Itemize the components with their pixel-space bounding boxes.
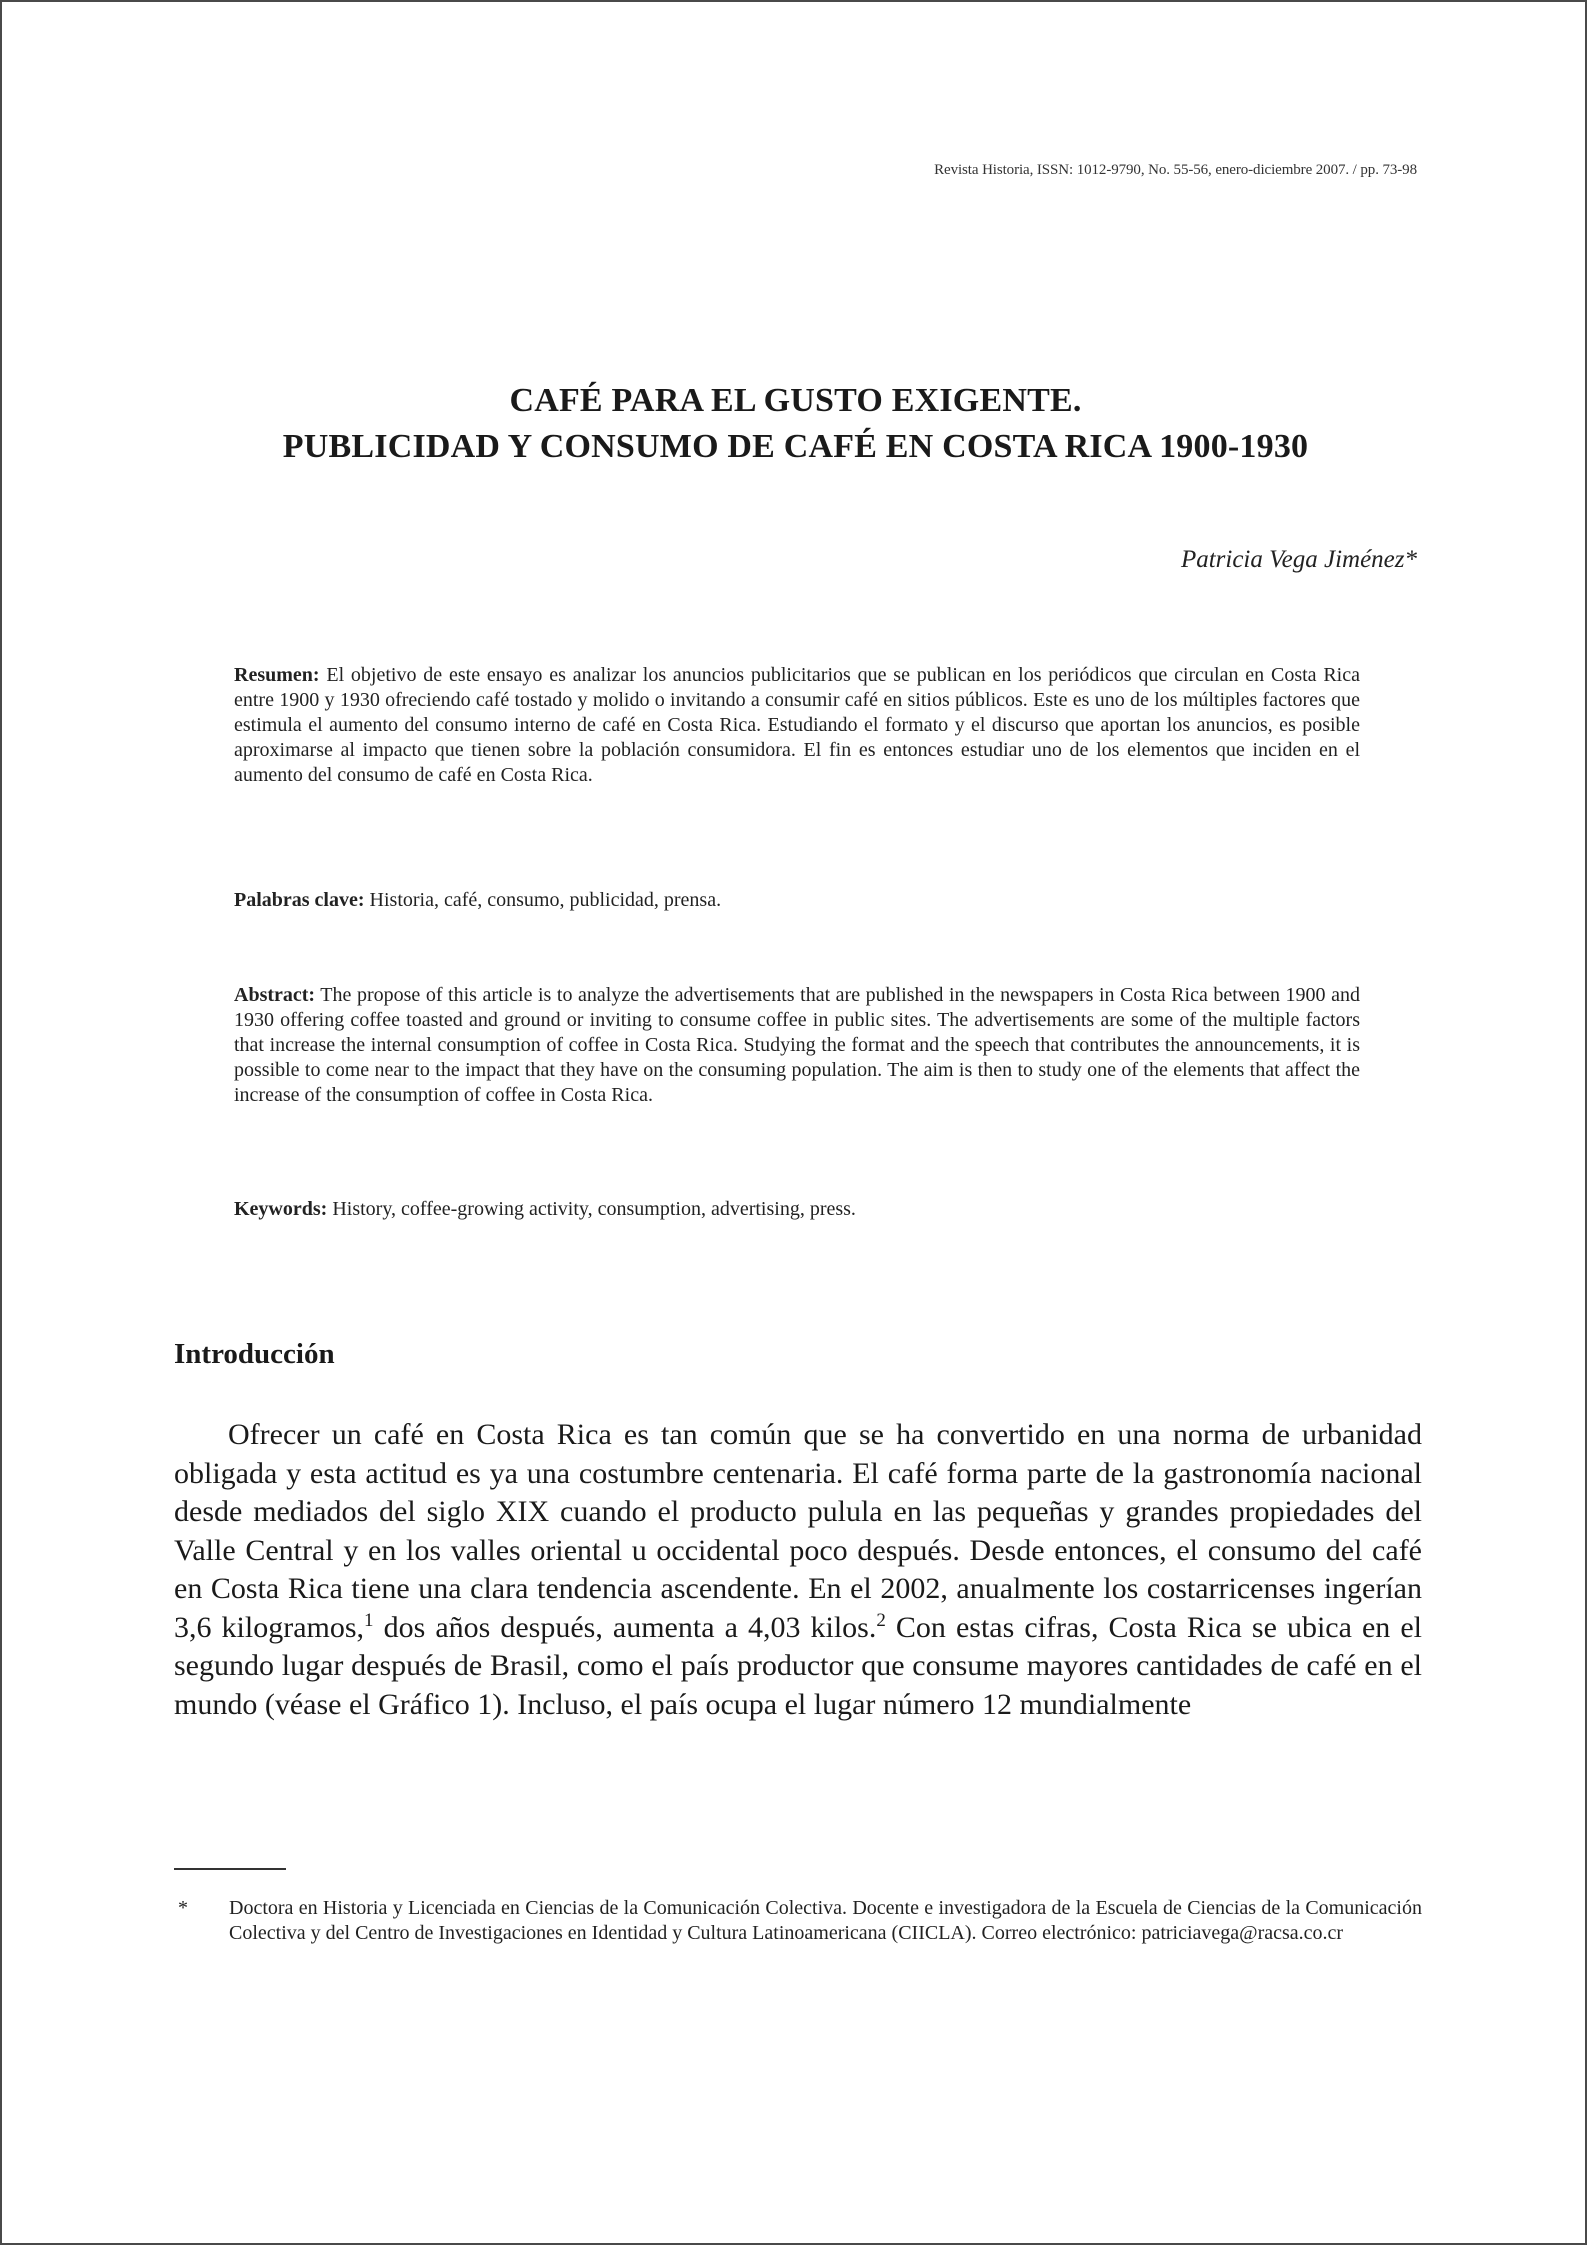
abstract-text: The propose of this article is to analyze the advertisements that are published in the newspapers in Costa Rica between 1900 and 1930 offering coffee toasted and ground or inviting to consume coffee in public sites. The advertisements are some of the multiple factors that increase the internal consumption of coffee in Costa Rica. Studying the format and the speech that contributes the announcements, it is possible to come near to the impact that they have on the consuming population. The aim is then to study one of the elements that affect the increase of the consumption of coffee in Costa Rica. <box>234 984 1360 1106</box>
footnote-ref-1[interactable]: 1 <box>364 1609 374 1631</box>
keywords-label: Keywords: <box>234 1198 328 1220</box>
resumen-label: Resumen: <box>234 664 320 686</box>
palabras-clave-label: Palabras clave: <box>234 889 365 911</box>
abstract-paragraph <box>234 983 1360 1108</box>
palabras-clave-text: Historia, café, consumo, publicidad, prensa. <box>364 889 722 911</box>
keywords-text: History, coffee-growing activity, consumption, advertising, press. <box>327 1198 856 1220</box>
abstract-label: Abstract: <box>234 984 316 1006</box>
palabras-clave-paragraph <box>234 888 1360 913</box>
title-line-1: CAFÉ PARA EL GUSTO EXIGENTE. <box>509 382 1082 419</box>
introduccion-paragraph <box>174 1416 1422 1724</box>
intro-text-part-3: Con estas cifras, Costa Rica se ubica en el segundo lugar después de Brasil, como el país productor que consume mayores cantidades de café en el mundo (véase el Gráfico 1). Incluso, el país ocupa el lugar número 12 mundialmente <box>174 1610 1422 1721</box>
intro-text-part-1: Ofrecer un café en Costa Rica es tan común que se ha convertido en una norma de urbanidad obligada y esta actitud es ya una costumbre centenaria. El café forma parte de la gastronomía nacional desde mediados del siglo XIX cuando el producto pulula en las pequeñas y grandes propiedades del Valle Central y en los valles oriental u occidental poco después. Desde entonces, el consumo del café en Costa Rica tiene una clara tendencia ascendente. En el 2002, anualmente los costarricenses ingerían 3,6 kilogramos, <box>174 1418 1422 1644</box>
footnote-ref-2[interactable]: 2 <box>876 1609 886 1631</box>
footnote <box>174 1896 1422 1946</box>
intro-text-part-2: dos años después, aumenta a 4,03 kilos. <box>373 1610 877 1644</box>
footnote-divider <box>174 1868 286 1870</box>
author-name: Patricia Vega Jiménez* <box>1180 546 1417 573</box>
section-heading-introduccion: Introducción <box>174 1338 335 1370</box>
resumen-text: El objetivo de este ensayo es analizar los anuncios publicitarios que se publican en los periódicos que circulan en Costa Rica entre 1900 y 1930 ofreciendo café tostado y molido o invitando a consumir café en sitios públicos. Este es uno de los múltiples factores que estimula el aumento del consumo interno de café en Costa Rica. Estudiando el formato y el discurso que aportan los anuncios, es posible aproximarse al impacto que tienen sobre la población consumidora. El fin es entonces estudiar uno de los elementos que inciden en el aumento del consumo de café en Costa Rica. <box>234 664 1360 786</box>
article-title <box>2 378 1587 470</box>
keywords-paragraph <box>234 1197 1360 1222</box>
title-line-2: PUBLICIDAD Y CONSUMO DE CAFÉ EN COSTA RICA 1900-1930 <box>282 428 1309 465</box>
running-head: Revista Historia, ISSN: 1012-9790, No. 55-56, enero-diciembre 2007. / pp. 73-98 <box>934 162 1417 178</box>
footnote-marker: * <box>178 1897 188 1919</box>
resumen-paragraph <box>234 663 1360 788</box>
footnote-text: Doctora en Historia y Licenciada en Ciencias de la Comunicación Colectiva. Docente e investigadora de la Escuela de Ciencias de la Comunicación Colectiva y del Centro de Investigaciones en Identidad y Cultura Latinoamericana (CIICLA). Correo electrónico: patriciavega@racsa.co.cr <box>229 1897 1422 1944</box>
